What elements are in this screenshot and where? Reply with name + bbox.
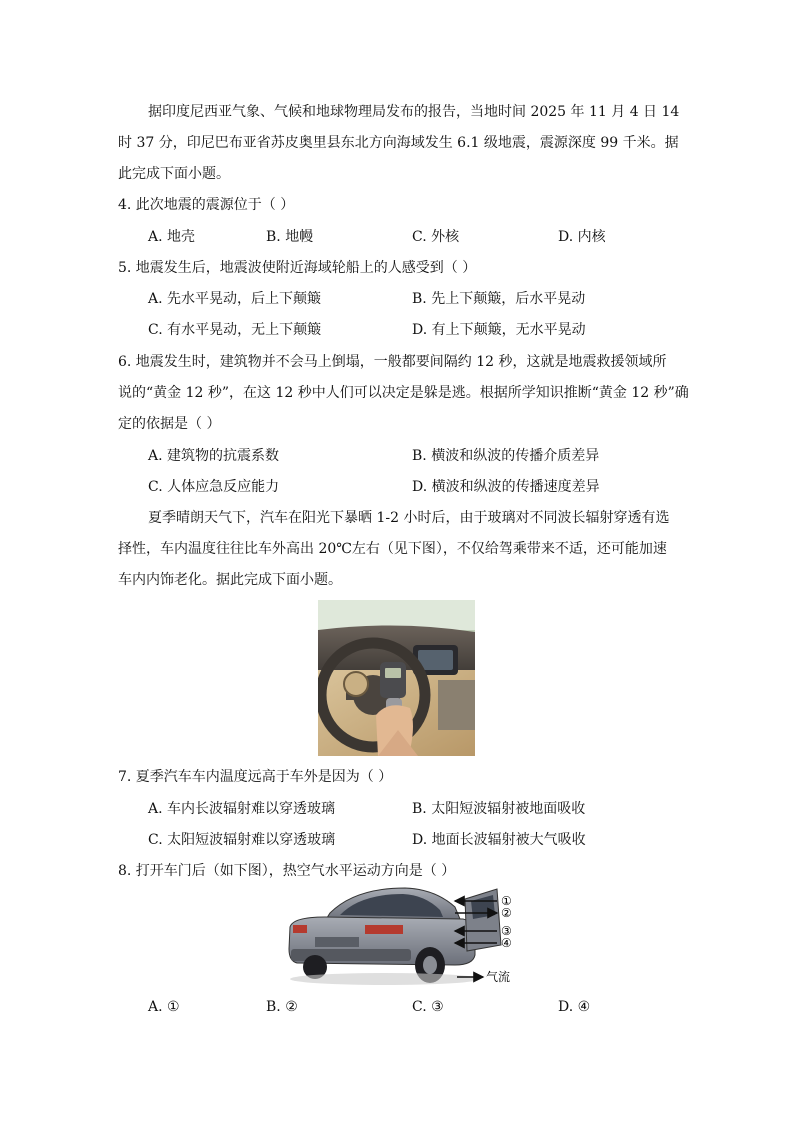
q8-stem: 8. 打开车门后（如下图），热空气水平运动方向是（ ）	[118, 863, 456, 879]
q6-option-a[interactable]: A. 建筑物的抗震系数	[148, 448, 280, 464]
car-rear-illustration	[285, 885, 520, 990]
q4-stem: 4. 此次地震的震源位于（ ）	[118, 197, 295, 213]
q6-stem-line-1: 6. 地震发生时，建筑物并不会马上倒塌，一般都要间隔约 12 秒，这就是地震救援领域所	[118, 354, 667, 370]
q5-option-b[interactable]: B. 先上下颠簸，后水平晃动	[412, 291, 586, 307]
q5-option-c[interactable]: C. 有水平晃动，无上下颠簸	[148, 322, 322, 338]
q4-option-a[interactable]: A. 地壳	[148, 229, 196, 245]
q4-option-b[interactable]: B. 地幔	[266, 229, 314, 245]
intro1-line-3: 此完成下面小题。	[118, 166, 230, 182]
q6-stem-line-2: 说的“黄金 12 秒”，在这 12 秒中人们可以决定是躲是逃。根据所学知识推断“黄金 12 秒”确	[118, 385, 689, 401]
q7-option-b[interactable]: B. 太阳短波辐射被地面吸收	[412, 801, 586, 817]
q4-option-d[interactable]: D. 内核	[558, 229, 606, 245]
intro2-line-1: 夏季晴朗天气下，汽车在阳光下暴晒 1-2 小时后，由于玻璃对不同波长辐射穿透有选	[148, 510, 670, 526]
q6-stem-line-3: 定的依据是（ ）	[118, 416, 221, 432]
car-interior-illustration	[318, 600, 475, 756]
marker-4: ④	[501, 936, 512, 950]
legend-label: 气流	[486, 970, 511, 984]
q7-stem: 7. 夏季汽车车内温度远高于车外是因为（ ）	[118, 769, 393, 785]
q7-option-a[interactable]: A. 车内长波辐射难以穿透玻璃	[148, 801, 336, 817]
q7-option-c[interactable]: C. 太阳短波辐射难以穿透玻璃	[148, 832, 336, 848]
q6-option-b[interactable]: B. 横波和纵波的传播介质差异	[412, 448, 600, 464]
q5-option-a[interactable]: A. 先水平晃动，后上下颠簸	[148, 291, 322, 307]
q8-option-d[interactable]: D. ④	[558, 999, 591, 1015]
q4-option-c[interactable]: C. 外核	[412, 229, 460, 245]
marker-3: ③	[501, 924, 512, 938]
q6-option-d[interactable]: D. 横波和纵波的传播速度差异	[412, 479, 600, 495]
q6-option-c[interactable]: C. 人体应急反应能力	[148, 479, 280, 495]
car-airflow-diagram	[285, 885, 520, 990]
marker-1: ①	[501, 894, 512, 908]
q5-stem: 5. 地震发生后，地震波使附近海域轮船上的人感受到（ ）	[118, 260, 477, 276]
q8-option-b[interactable]: B. ②	[266, 999, 298, 1015]
q8-option-a[interactable]: A. ①	[148, 999, 180, 1015]
intro2-line-3: 车内内饰老化。据此完成下面小题。	[118, 572, 342, 588]
q8-option-c[interactable]: C. ③	[412, 999, 444, 1015]
marker-2: ②	[501, 906, 512, 920]
intro2-line-2: 择性，车内温度往往比车外高出 20℃左右（见下图），不仅给驾乘带来不适，还可能加速	[118, 541, 667, 557]
q5-option-d[interactable]: D. 有上下颠簸，无水平晃动	[412, 322, 586, 338]
car-interior-thermometer-photo	[318, 600, 475, 756]
intro1-line-2: 时 37 分，印尼巴布亚省苏皮奥里县东北方向海域发生 6.1 级地震，震源深度 99 千米。据	[118, 135, 679, 151]
q7-option-d[interactable]: D. 地面长波辐射被大气吸收	[412, 832, 586, 848]
intro1-line-1: 据印度尼西亚气象、气候和地球物理局发布的报告，当地时间 2025 年 11 月 4 日 14	[148, 104, 680, 120]
